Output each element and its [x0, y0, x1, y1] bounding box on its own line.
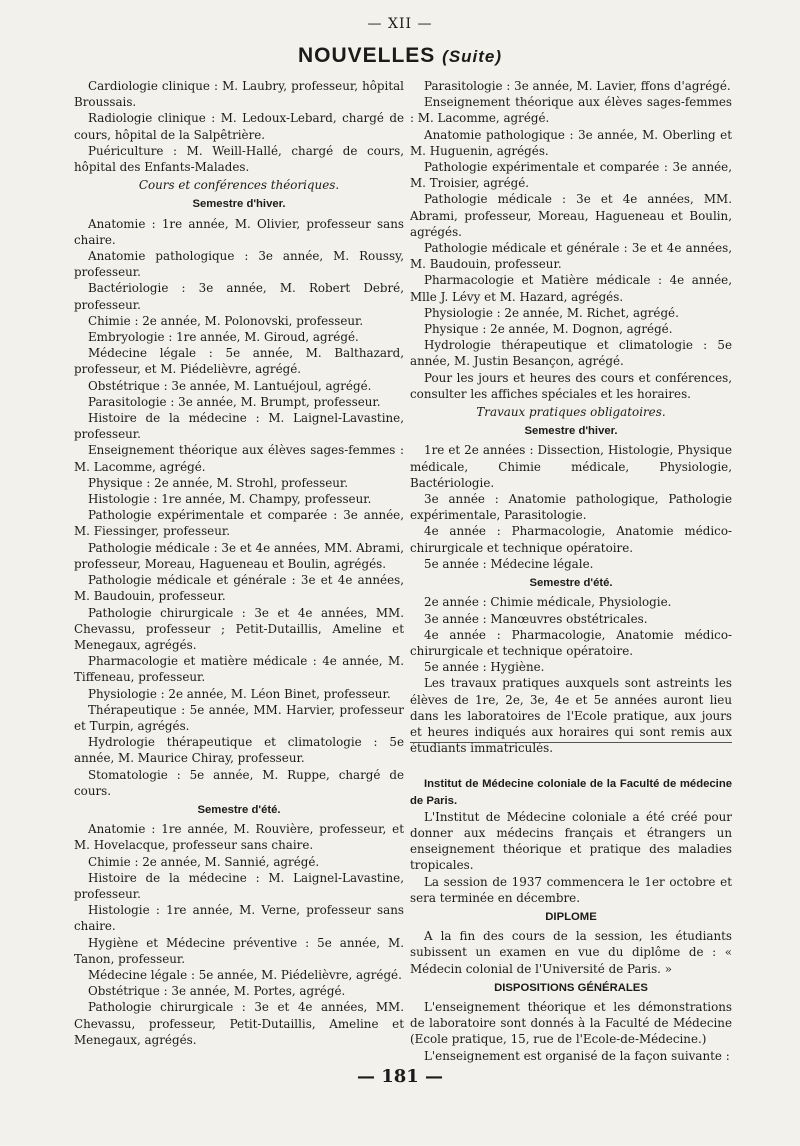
paragraph: Les travaux pratiques auxquels sont astreints les élèves de 1re, 2e, 3e, 4e et 5e années auront lieu dans les laboratoires de l'Ecole pratique, aux jours et heures indiqués aux horaires qui sont remis aux étudiants immatriculés.: [410, 676, 732, 756]
course-entry: Pathologie médicale et générale : 3e et 4e années, M. Baudouin, professeur.: [410, 241, 732, 272]
paragraph: A la fin des cours de la session, les étudiants subissent un examen en vue du diplôme de : « Médecin colonial de l'Université de Paris. »: [410, 929, 732, 976]
course-entry: Pathologie médicale : 3e et 4e années, MM. Abrami, professeur, Moreau, Hagueneau et Boulin, agrégés.: [410, 192, 732, 239]
course-entry: Pathologie médicale : 3e et 4e années, MM. Abrami, professeur, Moreau, Hagueneau et Boulin, agrégés.: [74, 540, 404, 571]
course-entry: Enseignement théorique aux élèves sages-femmes : M. Lacomme, agrégé.: [410, 95, 732, 126]
course-entry: Stomatologie : 5e année, M. Ruppe, chargé de cours.: [74, 767, 404, 798]
course-entry: Pathologie chirurgicale : 3e et 4e années, MM. Chevassu, professeur ; Petit-Dutaillis, Ameline et Menegaux, agrégés.: [74, 605, 404, 652]
course-entry: Embryologie : 1re année, M. Giroud, agrégé.: [88, 330, 359, 345]
section-heading: DISPOSITIONS GÉNÉRALES: [494, 981, 648, 994]
course-entry: Histoire de la médecine : M. Laignel-Lavastine, professeur.: [74, 411, 404, 442]
paragraph: Radiologie clinique : M. Ledoux-Lebard, chargé de cours, hôpital de la Salpêtrière.: [74, 111, 404, 142]
section-heading: DIPLOME: [545, 910, 597, 923]
course-entry: Physiologie : 2e année, M. Léon Binet, professeur.: [88, 686, 391, 701]
course-entry: Médecine légale : 5e année, M. Piédelièvre, agrégé.: [88, 967, 402, 982]
subsection-title: Semestre d'été.: [197, 803, 281, 816]
tp-entry: 1re et 2e années : Dissection, Histologie, Physique médicale, Chimie médicale, Physiologie, Bactériologie.: [410, 443, 732, 490]
section-title: Travaux pratiques obligatoires.: [476, 405, 666, 420]
subsection-title: Semestre d'été.: [529, 577, 613, 590]
course-entry: Physique : 2e année, M. Strohl, professeur.: [88, 475, 349, 490]
course-entry: Obstétrique : 3e année, M. Lantuéjoul, agrégé.: [88, 378, 372, 393]
subsection-title: Semestre d'hiver.: [524, 425, 618, 438]
title-suite: (Suite): [442, 47, 503, 66]
paragraph: L'enseignement théorique et les démonstrations de laboratoire sont donnés à la Faculté de Médecine (Ecole pratique, 15, rue de l'Ecole-de-Médecine.): [410, 999, 732, 1047]
course-entry: Pathologie médicale et générale : 3e et 4e années, M. Baudouin, professeur.: [74, 573, 404, 604]
course-entry: Histoire de la médecine : M. Laignel-Lavastine, professeur.: [74, 870, 404, 901]
tp-entry: 3e année : Anatomie pathologique, Pathologie expérimentale, Parasitologie.: [410, 492, 732, 523]
section-title: Cours et conférences théoriques.: [138, 178, 340, 193]
course-entry: Anatomie : 1re année, M. Rouvière, professeur, et M. Hovelacque, professeur sans chaire.: [74, 822, 404, 853]
course-entry: Thérapeutique : 5e année, MM. Harvier, professeur et Turpin, agrégés.: [74, 702, 404, 733]
tp-entry: 3e année : Manœuvres obstétricales.: [424, 611, 648, 626]
section-heading: Institut de Médecine coloniale de la Faculté de médecine de Paris.: [410, 778, 732, 807]
course-entry: Histologie : 1re année, M. Champy, professeur.: [88, 492, 372, 507]
course-entry: Obstétrique : 3e année, M. Portes, agrégé.: [88, 984, 346, 999]
course-entry: Pathologie expérimentale et comparée : 3e année, M. Troisier, agrégé.: [410, 160, 732, 191]
paragraph: L'enseignement est organisé de la façon suivante :: [424, 1048, 730, 1063]
course-entry: Anatomie pathologique : 3e année, M. Oberling et M. Huguenin, agrégés.: [410, 127, 732, 158]
course-entry: Pharmacologie et matière médicale : 4e année, M. Tiffeneau, professeur.: [74, 654, 404, 685]
paragraph: La session de 1937 commencera le 1er octobre et sera terminée en décembre.: [410, 874, 732, 905]
course-entry: Pharmacologie et Matière médicale : 4e année, Mlle J. Lévy et M. Hazard, agrégés.: [410, 273, 732, 304]
course-entry: Chimie : 2e année, M. Sannié, agrégé.: [88, 854, 320, 869]
course-entry: Pathologie chirurgicale : 3e et 4e années, MM. Chevassu, professeur, Petit-Dutaillis, Ameline et Menegaux, agrégés.: [74, 1000, 404, 1047]
tp-entry: 5e année : Médecine légale.: [424, 556, 594, 571]
folio: — XII —: [367, 16, 433, 32]
paragraph: Cardiologie clinique : M. Laubry, professeur, hôpital Broussais.: [74, 79, 404, 110]
course-entry: Bactériologie : 3e année, M. Robert Debré, professeur.: [74, 281, 404, 312]
tp-entry: 4e année : Pharmacologie, Anatomie médico-chirurgicale et technique opératoire.: [410, 627, 732, 658]
title-main: NOUVELLES: [297, 44, 436, 67]
paragraph: L'Institut de Médecine coloniale a été créé pour donner aux médecins français et étrangers un enseignement théorique et pratique des maladies tropicales.: [410, 809, 732, 873]
course-entry: Enseignement théorique aux élèves sages-femmes : M. Lacomme, agrégé.: [74, 443, 404, 474]
course-entry: Histologie : 1re année, M. Verne, professeur sans chaire.: [74, 903, 404, 934]
course-entry: Hygiène et Médecine préventive : 5e année, M. Tanon, professeur.: [74, 935, 404, 966]
paragraph: Pour les jours et heures des cours et conférences, consulter les affiches spéciales et les horaires.: [410, 370, 732, 401]
section-divider: [410, 742, 732, 743]
course-entry: Médecine légale : 5e année, M. Balthazard, professeur, et M. Piédelièvre, agrégé.: [74, 346, 404, 377]
course-entry: Physiologie : 2e année, M. Richet, agrégé.: [424, 305, 679, 320]
right-column: [410, 78, 732, 1064]
tp-entry: 4e année : Pharmacologie, Anatomie médico-chirurgicale et technique opératoire.: [410, 524, 732, 555]
course-entry: Hydrologie thérapeutique et climatologie : 5e année, M. Maurice Chiray, professeur.: [74, 735, 404, 766]
course-entry: Anatomie pathologique : 3e année, M. Roussy, professeur.: [74, 249, 404, 280]
page-number: — 181 —: [356, 1066, 444, 1087]
course-entry: Anatomie : 1re année, M. Olivier, professeur sans chaire.: [74, 216, 404, 247]
course-entry: Hydrologie thérapeutique et climatologie : 5e année, M. Justin Besançon, agrégé.: [410, 338, 732, 369]
paragraph: Puériculture : M. Weill-Hallé, chargé de cours, hôpital des Enfants-Malades.: [74, 143, 404, 175]
course-entry: Parasitologie : 3e année, M. Lavier, ffons d'agrégé.: [424, 79, 731, 93]
course-entry: Parasitologie : 3e année, M. Brumpt, professeur.: [88, 394, 381, 409]
course-entry: Chimie : 2e année, M. Polonovski, professeur.: [88, 313, 364, 328]
course-entry: Physique : 2e année, M. Dognon, agrégé.: [424, 322, 673, 337]
tp-entry: 2e année : Chimie médicale, Physiologie.: [424, 595, 672, 610]
page-title: [0, 44, 800, 68]
subsection-title: Semestre d'hiver.: [192, 198, 286, 211]
course-entry: Pathologie expérimentale et comparée : 3e année, M. Fiessinger, professeur.: [74, 508, 404, 539]
left-column: [74, 78, 404, 1048]
tp-entry: 5e année : Hygiène.: [424, 660, 545, 675]
